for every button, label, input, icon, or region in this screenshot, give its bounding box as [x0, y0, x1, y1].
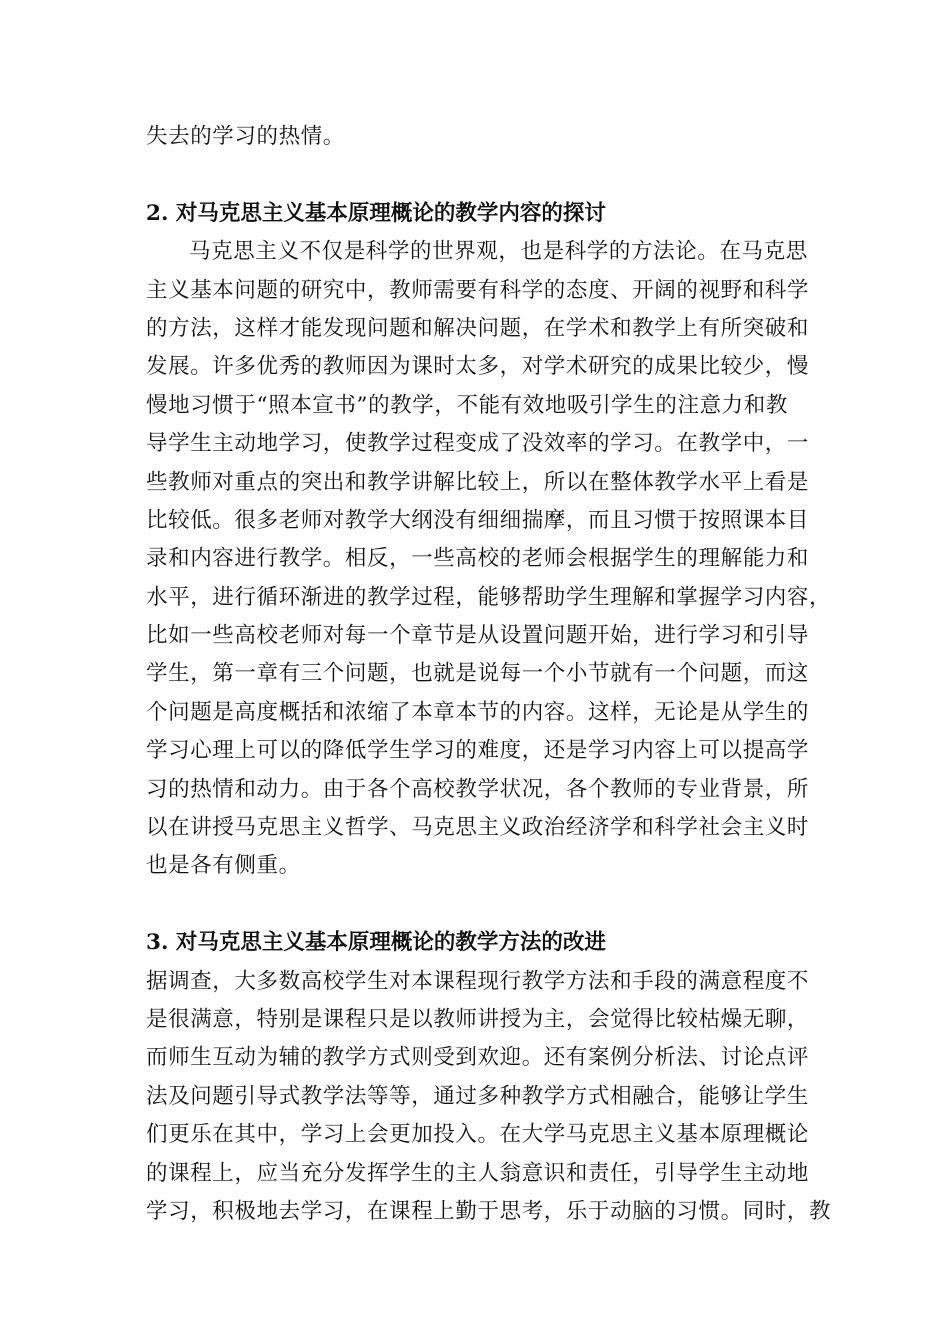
section-2-heading: 2. 对马克思主义基本原理概论的教学内容的探讨 — [146, 200, 606, 226]
section-3-line: 是很满意，特别是课程只是以教师讲授为主，会觉得比较枯燥无聊， — [146, 1006, 810, 1032]
paragraph-gap — [146, 886, 811, 924]
section-2-line: 马克思主义不仅是科学的世界观，也是科学的方法论。在马克思 — [189, 239, 808, 265]
section-3-line: 据调查，大多数高校学生对本课程现行教学方法和手段的满意程度不 — [146, 968, 810, 994]
section-2-line: 也是各有侧重。 — [146, 853, 301, 879]
section-2-line: 习的热情和动力。由于各个高校教学状况，各个教师的专业背景，所 — [146, 776, 810, 802]
section-2-line: 学习心理上可以的降低学生学习的难度，还是学习内容上可以提高学 — [146, 738, 810, 764]
section-2-line: 学生，第一章有三个问题，也就是说每一个小节就有一个问题，而这 — [146, 661, 810, 687]
section-3-line: 的课程上，应当充分发挥学生的主人翁意识和责任，引导学生主动地 — [146, 1160, 810, 1186]
section-2-line: 些教师对重点的突出和教学讲解比较上，所以在整体教学水平上看是 — [146, 469, 810, 495]
intro-line: 失去的学习的热情。 — [146, 124, 345, 149]
section-3-heading: 3. 对马克思主义基本原理概论的教学方法的改进 — [146, 930, 606, 956]
section-3-line: 而师生互动为辅的教学方式则受到欢迎。还有案例分析法、讨论点评 — [146, 1045, 810, 1071]
section-2-line: 录和内容进行教学。相反，一些高校的老师会根据学生的理解能力和 — [146, 546, 810, 572]
section-2-line: 主义基本问题的研究中，教师需要有科学的态度、开阔的视野和科学 — [146, 277, 810, 303]
document-page — [146, 118, 832, 1231]
section-2-line: 个问题是高度概括和浓缩了本章本节的内容。这样，无论是从学生的 — [146, 699, 810, 725]
section-2-line: 慢地习惯于“照本宣书”的教学，不能有效地吸引学生的注意力和教 — [146, 392, 788, 418]
section-2-line: 以在讲授马克思主义哲学、马克思主义政治经济学和科学社会主义时 — [146, 815, 810, 841]
section-2-line: 水平，进行循环渐进的教学过程，能够帮助学生理解和掌握学习内容， — [146, 584, 832, 610]
section-3-line: 法及问题引导式教学法等等，通过多种教学方式相融合，能够让学生 — [146, 1083, 810, 1109]
section-3-line: 们更乐在其中，学习上会更加投入。在大学马克思主义基本原理概论 — [146, 1122, 810, 1148]
section-3-line: 学习，积极地去学习，在课程上勤于思考，乐于动脑的习惯。同时，教 — [146, 1198, 832, 1224]
section-2-line: 发展。许多优秀的教师因为课时太多，对学术研究的成果比较少，慢 — [146, 354, 810, 380]
section-2-line: 的方法，这样才能发现问题和解决问题，在学术和教学上有所突破和 — [146, 315, 810, 341]
section-2-line: 比如一些高校老师对每一个章节是从设置问题开始，进行学习和引导 — [146, 623, 810, 649]
paragraph-gap — [146, 156, 811, 194]
section-2-line: 比较低。很多老师对教学大纲没有细细揣摩，而且习惯于按照课本目 — [146, 507, 810, 533]
section-2-line: 导学生主动地学习，使教学过程变成了没效率的学习。在教学中，一 — [146, 431, 810, 457]
